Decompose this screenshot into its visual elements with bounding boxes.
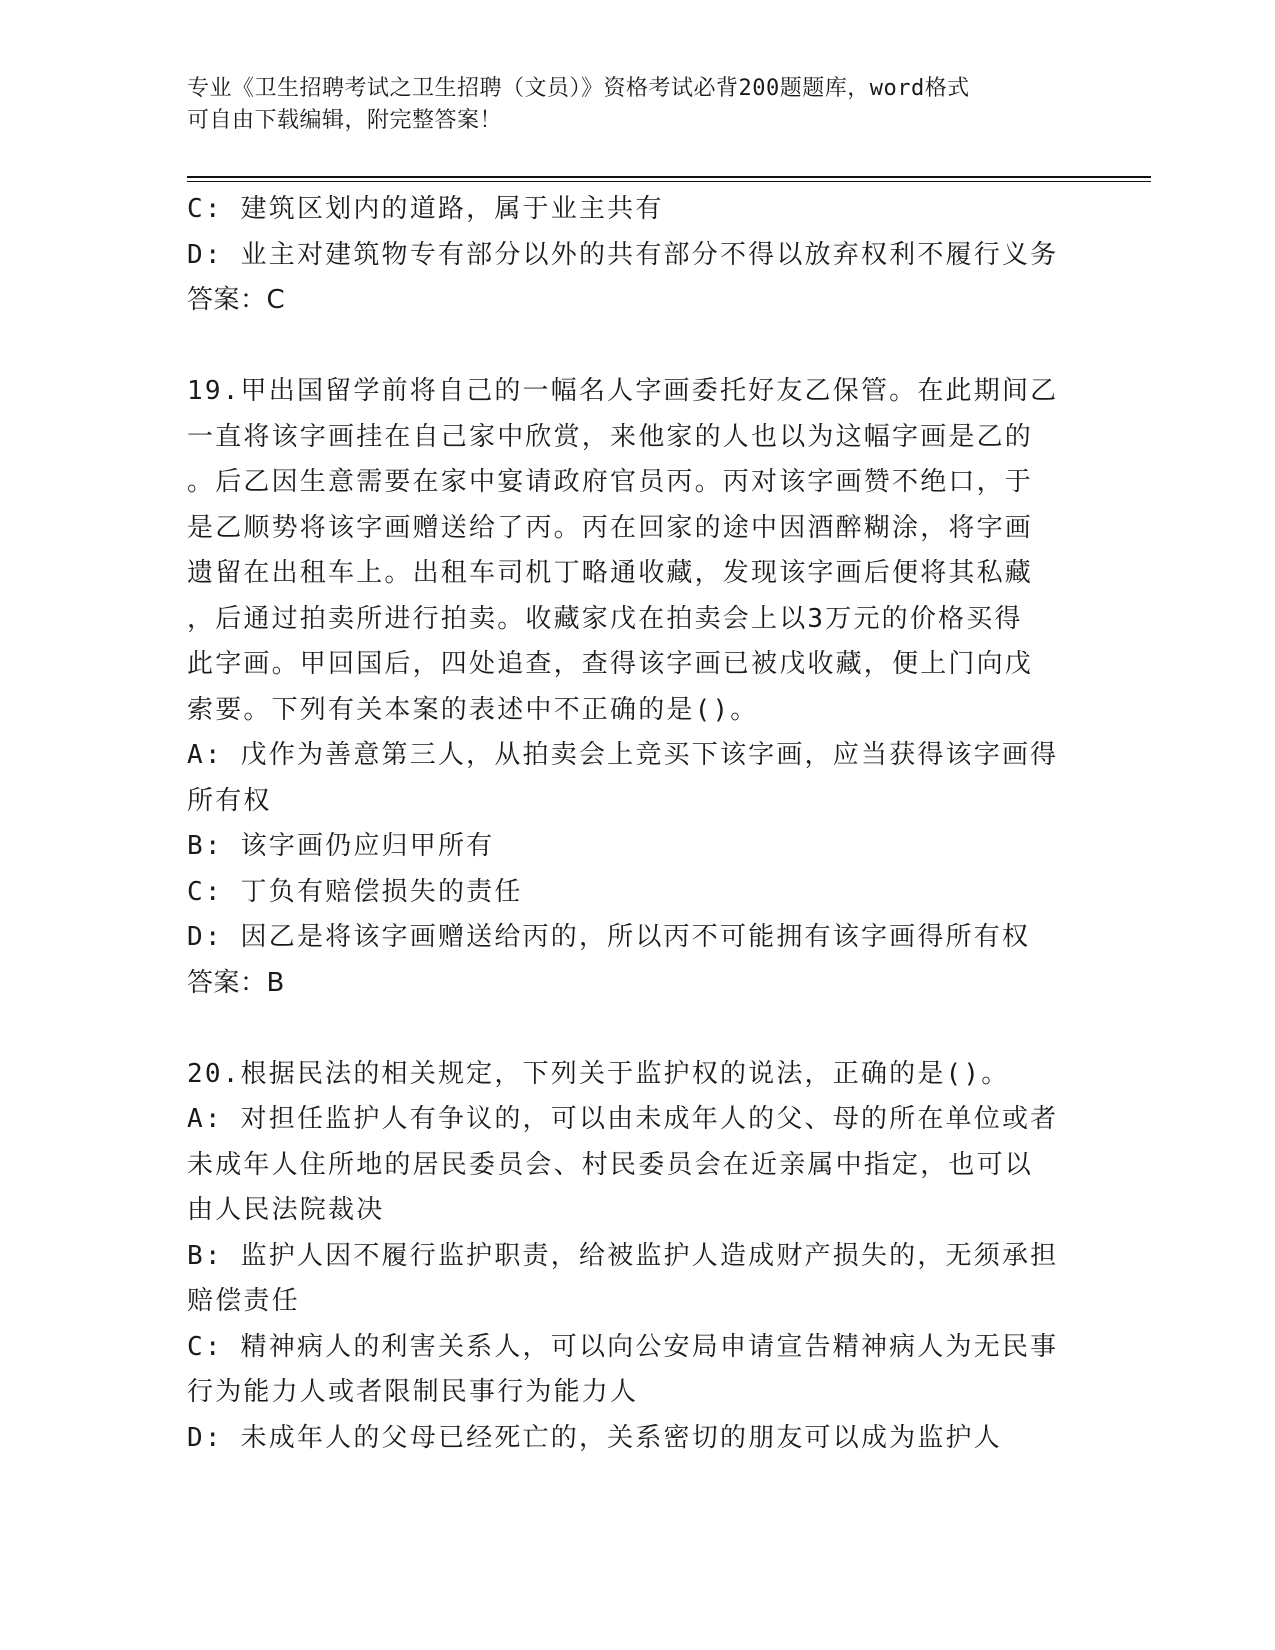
q20-option-d: D: 未成年人的父母已经死亡的，关系密切的朋友可以成为监护人	[187, 1422, 1002, 1453]
document-header	[187, 73, 1067, 137]
prev-option-c: C: 建筑区划内的道路，属于业主共有	[187, 194, 664, 224]
q19-stem-line: ，后通过拍卖所进行拍卖。收藏家戊在拍卖会上以3万元的价格买得	[187, 603, 1023, 634]
q20-option-a-cont: 未成年人住所地的居民委员会、村民委员会在近亲属中指定，也可以	[187, 1149, 1034, 1180]
q20-option-b-cont: 赔偿责任	[187, 1286, 300, 1316]
q20-option-c-cont: 行为能力人或者限制民事行为能力人	[187, 1377, 639, 1407]
q19-stem-line: 19.甲出国留学前将自己的一幅名人字画委托好友乙保管。在此期间乙	[187, 376, 1059, 406]
question-19	[187, 369, 1087, 1006]
q20-option-a: A: 对担任监护人有争议的，可以由未成年人的父、母的所在单位或者	[187, 1104, 1059, 1134]
header-line-2: 可自由下载编辑，附完整答案！	[187, 108, 503, 133]
q19-stem-line: 此字画。甲回国后，四处追查，查得该字画已被戊收藏，便上门向戊	[187, 649, 1034, 679]
q20-option-b: B: 监护人因不履行监护职责，给被监护人造成财产损失的，无须承担	[187, 1240, 1059, 1271]
q20-stem: 20.根据民法的相关规定，下列关于监护权的说法，正确的是()。	[187, 1058, 1010, 1089]
q19-option-a-cont: 所有权	[187, 785, 272, 816]
prev-answer: 答案：C	[187, 285, 286, 315]
prev-option-d: D: 业主对建筑物专有部分以外的共有部分不得以放弃权利不履行义务	[187, 239, 1059, 270]
spacer	[187, 324, 1087, 370]
q19-stem-line: 。后乙因生意需要在家中宴请政府官员丙。丙对该字画赞不绝口，于	[187, 467, 1034, 497]
q19-stem-line: 遗留在出租车上。出租车司机丁略通收藏，发现该字画后便将其私藏	[187, 558, 1034, 588]
q19-option-a: A: 戊作为善意第三人，从拍卖会上竞买下该字画，应当获得该字画得	[187, 740, 1059, 770]
header-rule-thin	[187, 181, 1151, 182]
header-line-1: 专业《卫生招聘考试之卫生招聘（文员）》资格考试必背200题题库，word格式	[187, 76, 970, 101]
header-rule-thick	[187, 176, 1151, 178]
spacer	[187, 1006, 1087, 1052]
q19-stem-line: 一直将该字画挂在自己家中欣赏，来他家的人也以为这幅字画是乙的	[187, 421, 1034, 452]
document-body	[187, 187, 1087, 1461]
q19-option-c: C: 丁负有赔偿损失的责任	[187, 876, 523, 907]
q19-answer: 答案：B	[187, 967, 285, 998]
q20-option-c: C: 精神病人的利害关系人，可以向公安局申请宣告精神病人为无民事	[187, 1331, 1059, 1362]
q19-option-b: B: 该字画仍应归甲所有	[187, 831, 495, 861]
q19-stem-line: 索要。下列有关本案的表述中不正确的是()。	[187, 694, 759, 725]
q20-option-a-cont: 由人民法院裁决	[187, 1195, 385, 1225]
q19-stem-line: 是乙顺势将该字画赠送给了丙。丙在回家的途中因酒醉糊涂，将字画	[187, 512, 1034, 543]
q19-option-d: D: 因乙是将该字画赠送给丙的，所以丙不可能拥有该字画得所有权	[187, 922, 1031, 952]
question-20	[187, 1052, 1087, 1462]
